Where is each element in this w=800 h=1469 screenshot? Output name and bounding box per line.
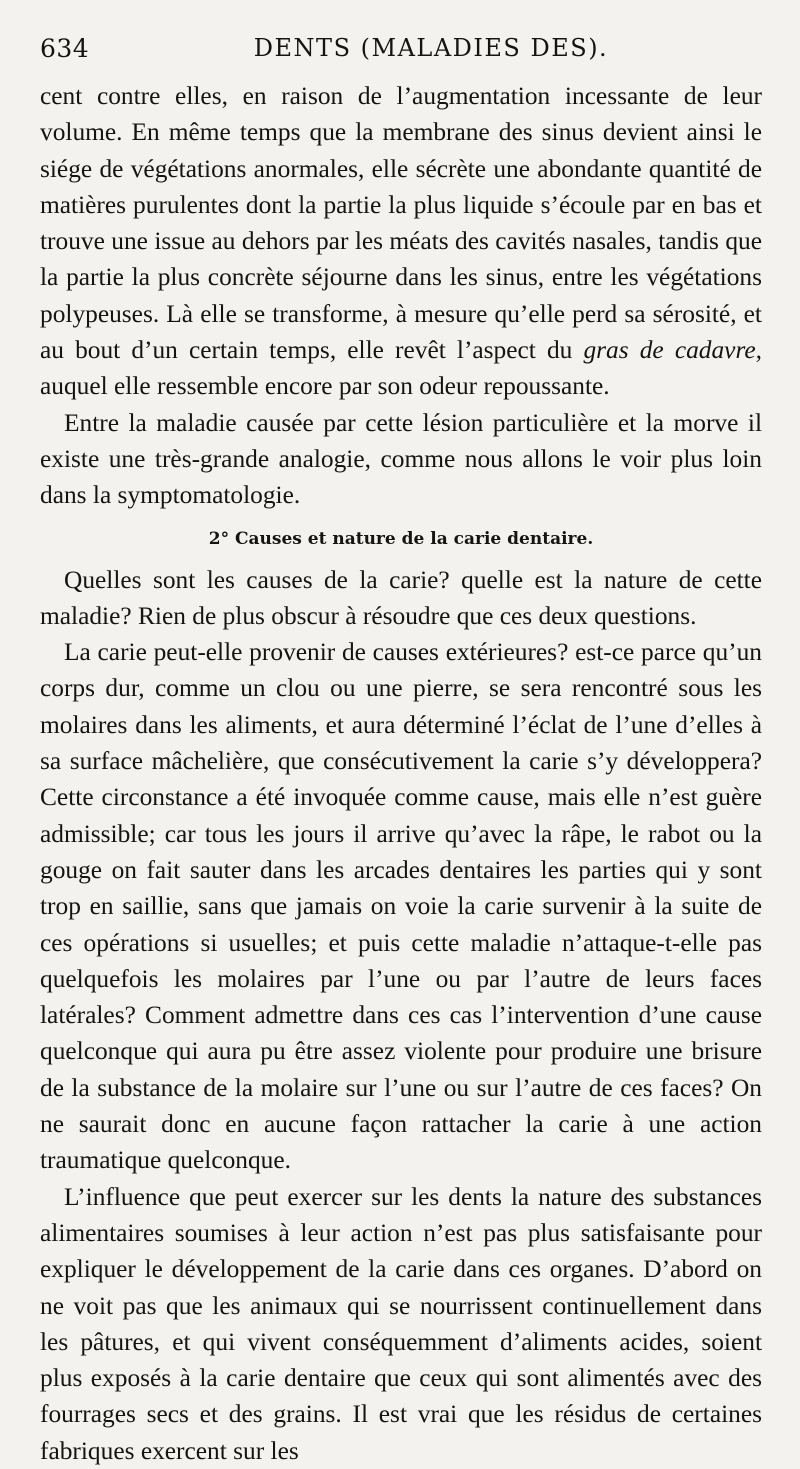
page-header [40, 30, 762, 78]
italic-phrase: gras de cadavre, [583, 336, 762, 365]
paragraph: L’influence que peut exercer sur les dents la nature des substances alimentaires soumises à leur action n’est pas plus satisfaisante pour expliquer le développement de la carie dans ces organes. D’abord on ne voit pas que les animaux qui se nourrissent continuellement dans les pâtures, et qui vivent conséquemment d’aliments acides, soient plus exposés à la carie dentaire que ceux qui sont alimentés avec des fourrages secs et des grains. Il est vrai que les résidus de certaines fabriques exercent sur les [40, 1182, 762, 1465]
paragraph-continued [40, 78, 762, 405]
page-number: 634 [40, 34, 90, 63]
paragraph: Entre la maladie causée par cette lésion particulière et la morve il existe une très-grande analogie, comme nous allons le voir plus loin dans la symptomatologie. [40, 408, 762, 510]
section-heading: 2° Causes et nature de la carie dentaire. [208, 528, 594, 549]
paragraph: La carie peut-elle provenir de causes extérieures? est-ce parce qu’un corps dur, comme un clou ou une pierre, se sera rencontré sous les molaires dans les aliments, et aura déterminé l’éclat de l’une d’elles à sa surface mâchelière, que consécutivement la carie s’y développera? Cette circonstance a été invoquée comme cause, mais elle n’est guère admissible; car tous les jours il arrive qu’avec la râpe, le rabot ou la gouge on fait sauter dans les arcades dentaires les parties qui y sont trop en saillie, sans que jamais on voie la carie survenir à la suite de ces opérations si usuelles; et puis cette maladie n’attaque-t-elle pas quelquefois les molaires par l’une ou par l’autre de leurs faces latérales? Comment admettre dans ces cas l’intervention d’une cause quelconque qui aura pu être assez violente pour produire une brisure de la substance de la molaire sur l’une ou sur l’autre de ces faces? On ne saurait donc en aucune façon rattacher la carie à une action traumatique quelconque. [40, 638, 762, 1175]
paragraph-text: auquel elle ressemble encore par son odeur repoussante. [40, 372, 610, 401]
running-head: DENTS (MALADIES DES). [253, 34, 609, 62]
paragraph: Quelles sont les causes de la carie? quelle est la nature de cette maladie? Rien de plus obscur à résoudre que ces deux questions. [40, 565, 762, 630]
body-text [40, 78, 762, 1469]
paragraph-text: cent contre elles, en raison de l’augmentation incessante de leur volume. En même temps que la membrane des sinus devient ainsi le siége de végétations anormales, elle sécrète une abondante quantité de matières purulentes dont la partie la plus liquide s’écoule par en bas et trouve une issue au dehors par les méats des cavités nasales, tandis que la partie la plus concrète séjourne dans les sinus, entre les végétations polypeuses. Là elle se transforme, à mesure qu’elle perd sa sérosité, et au bout d’un certain temps, elle revêt l’aspect du [40, 82, 762, 365]
